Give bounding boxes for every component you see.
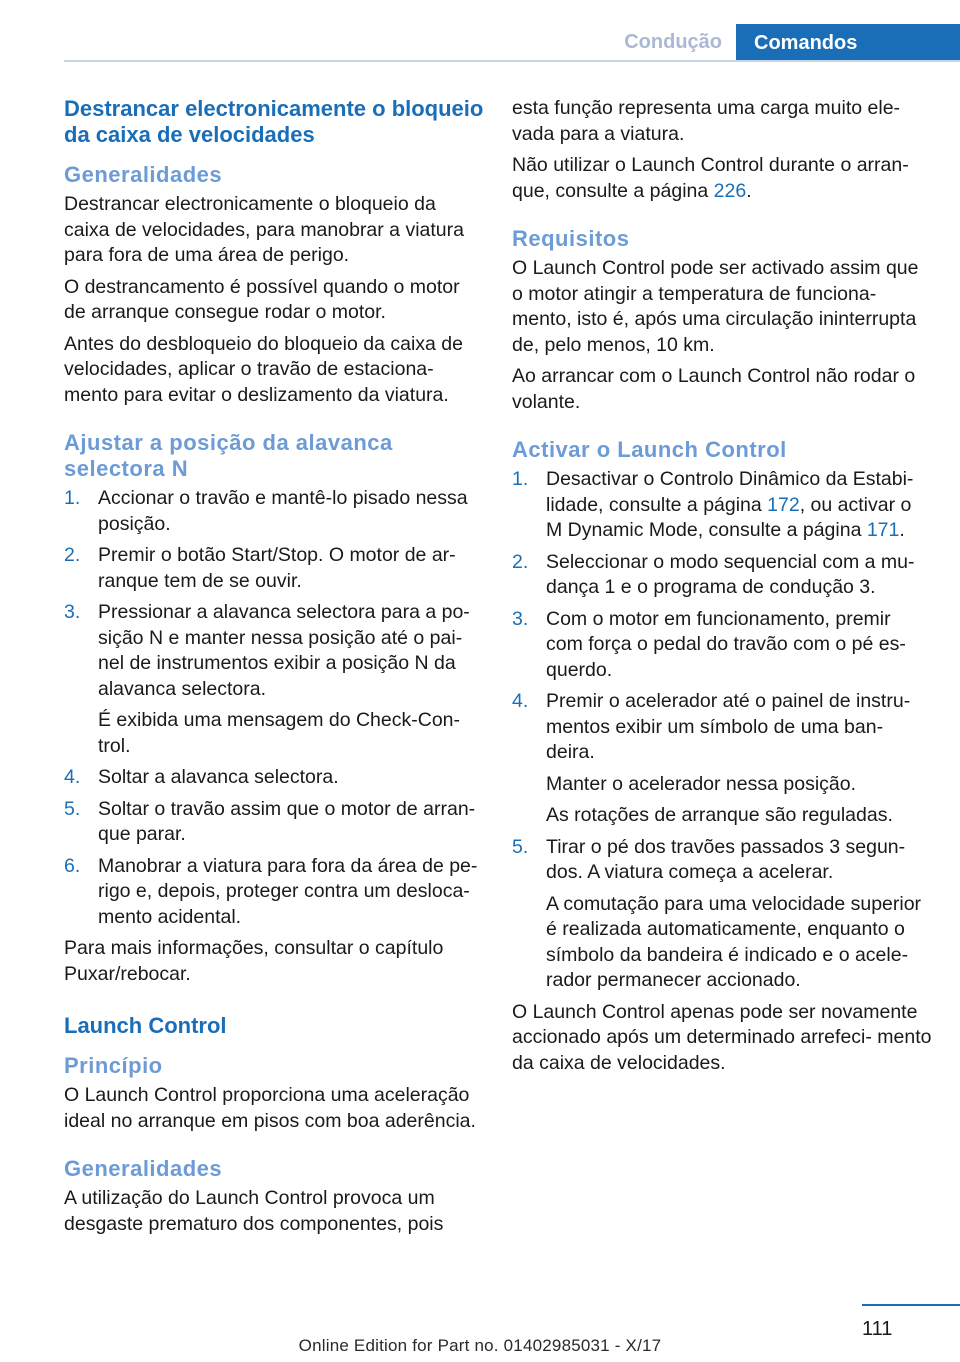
- step-number: 2.: [512, 550, 529, 573]
- paragraph: [512, 153, 932, 204]
- paragraph: Destrancar electronicamente o bloqueio da caixa de velocidades, para manobrar a viatura para fora de uma área de perigo.: [64, 193, 464, 266]
- list-item: [64, 797, 484, 848]
- page-link[interactable]: 226: [713, 179, 747, 202]
- step-text: Desactivar o Controlo Dinâmico da Estabi‐ lidade, consulte a página: [546, 468, 914, 516]
- footer-divider: [862, 1304, 960, 1306]
- chapter-tab[interactable]: Comandos: [736, 24, 960, 62]
- section-tab[interactable]: Condução: [624, 31, 722, 53]
- header-divider: [64, 60, 960, 62]
- page-number: 111: [862, 1318, 893, 1340]
- step-text: Premir o acelerador até o painel de instru‐ mentos exibir um símbolo de uma ban‐ deira.: [546, 690, 911, 763]
- list-item: [512, 835, 932, 994]
- step-text: .: [899, 519, 905, 541]
- activar-heading: Activar o Launch Control: [512, 437, 787, 462]
- right-column: [512, 96, 932, 1082]
- step-note: É exibida uma mensagem do Check-Con‐ trol.: [98, 709, 461, 757]
- paragraph: O Launch Control proporciona uma aceleração ideal no arranque em pisos com boa aderência.: [64, 1084, 476, 1132]
- step-text: Com o motor em funcionamento, premir com força o pedal do travão com o pé es‐ querdo.: [546, 607, 906, 681]
- generalidades-heading: Generalidades: [64, 162, 223, 187]
- step-text: Accionar o travão e mantê-lo pisado nessa posição.: [98, 487, 468, 535]
- section-title: Destrancar electronicamente o bloqueio da caixa de velocidades: [64, 96, 484, 147]
- list-item: [64, 600, 484, 759]
- step-number: 3.: [512, 607, 529, 630]
- steps-list: [512, 467, 932, 994]
- page-link[interactable]: 171: [866, 519, 900, 541]
- step-number: 6.: [64, 854, 81, 877]
- step-number: 5.: [512, 835, 529, 858]
- paragraph: O Launch Control pode ser activado assim que o motor atingir a temperatura de funciona‐ mento, isto é, após uma circulação ininterrupta de, pelo menos, 10 km.: [512, 257, 919, 356]
- launch-control-heading: Launch Control: [64, 1013, 227, 1038]
- list-item: [512, 467, 932, 544]
- generalidades-heading-2: Generalidades: [64, 1156, 223, 1181]
- step-number: 5.: [64, 797, 81, 820]
- text-run: Não utilizar o Launch Control durante o arran‐ que, consulte a página: [512, 154, 909, 202]
- ajustar-heading: Ajustar a posição da alavanca selectora N: [64, 430, 393, 481]
- list-item: [512, 550, 932, 601]
- list-item: [512, 689, 932, 829]
- step-note: As rotações de arranque são reguladas.: [546, 804, 893, 826]
- paragraph: esta função representa uma carga muito ele‐ vada para a viatura.: [512, 97, 901, 145]
- edition-watermark: Online Edition for Part no. 01402985031 - X/17: [298, 1336, 662, 1355]
- step-number: 2.: [64, 544, 81, 566]
- step-text: , ou activar o M Dynamic Mode, consulte a página: [546, 493, 912, 541]
- step-number: 4.: [64, 766, 81, 788]
- steps-list: [64, 486, 484, 930]
- step-number: 1.: [512, 468, 529, 490]
- list-item: [64, 486, 484, 537]
- step-number: 4.: [512, 690, 529, 712]
- requisitos-heading: Requisitos: [512, 226, 630, 251]
- principio-heading: Princípio: [64, 1053, 163, 1078]
- step-text: Soltar o travão assim que o motor de arran‐ que parar.: [98, 797, 476, 845]
- step-text: Pressionar a alavanca selectora para a po‐ sição N e manter nessa posição até o pai‐ nel de instrumentos exibir a posição N da alavanca selectora.: [98, 601, 470, 700]
- step-note: Manter o acelerador nessa posição.: [546, 772, 857, 795]
- text-run: .: [746, 179, 752, 202]
- step-text: Premir o botão Start/Stop. O motor de ar‐ ranque tem de se ouvir.: [98, 544, 456, 592]
- list-item: [512, 607, 932, 684]
- left-column: [64, 96, 484, 1243]
- step-number: 3.: [64, 601, 81, 623]
- list-item: [64, 854, 484, 931]
- paragraph: Ao arrancar com o Launch Control não rodar o volante.: [512, 365, 916, 413]
- page-link[interactable]: 172: [767, 493, 800, 516]
- step-text: Manobrar a viatura para fora da área de pe‐ rigo e, depois, proteger contra um desloca‐ mento acidental.: [98, 854, 478, 928]
- step-number: 1.: [64, 487, 81, 509]
- step-text: Tirar o pé dos travões passados 3 segun‐ dos. A viatura começa a acelerar.: [546, 835, 906, 883]
- closing-paragraph: O Launch Control apenas pode ser novamente accionado após um determinado arrefeci‐ mento da caixa de velocidades.: [512, 1000, 932, 1074]
- more-info-paragraph: Para mais informações, consultar o capítulo Puxar/rebocar.: [64, 937, 444, 985]
- paragraph: O destrancamento é possível quando o motor de arranque consegue rodar o motor.: [64, 275, 460, 323]
- list-item: [64, 765, 484, 791]
- step-text: Seleccionar o modo sequencial com a mu‐ dança 1 e o programa de condução 3.: [546, 550, 915, 598]
- list-item: [64, 543, 484, 594]
- paragraph: Antes do desbloqueio do bloqueio da caixa de velocidades, aplicar o travão de estaciona‐ mento para evitar o deslizamento da viatura.: [64, 332, 463, 406]
- step-text: Soltar a alavanca selectora.: [98, 766, 339, 788]
- step-note: A comutação para uma velocidade superior é realizada automaticamente, enquanto o símbolo da bandeira é indicado e o acele‐ rador permanecer accionado.: [546, 892, 922, 991]
- paragraph: A utilização do Launch Control provoca um desgaste prematuro dos componentes, pois: [64, 1187, 444, 1235]
- page-header: [0, 0, 960, 62]
